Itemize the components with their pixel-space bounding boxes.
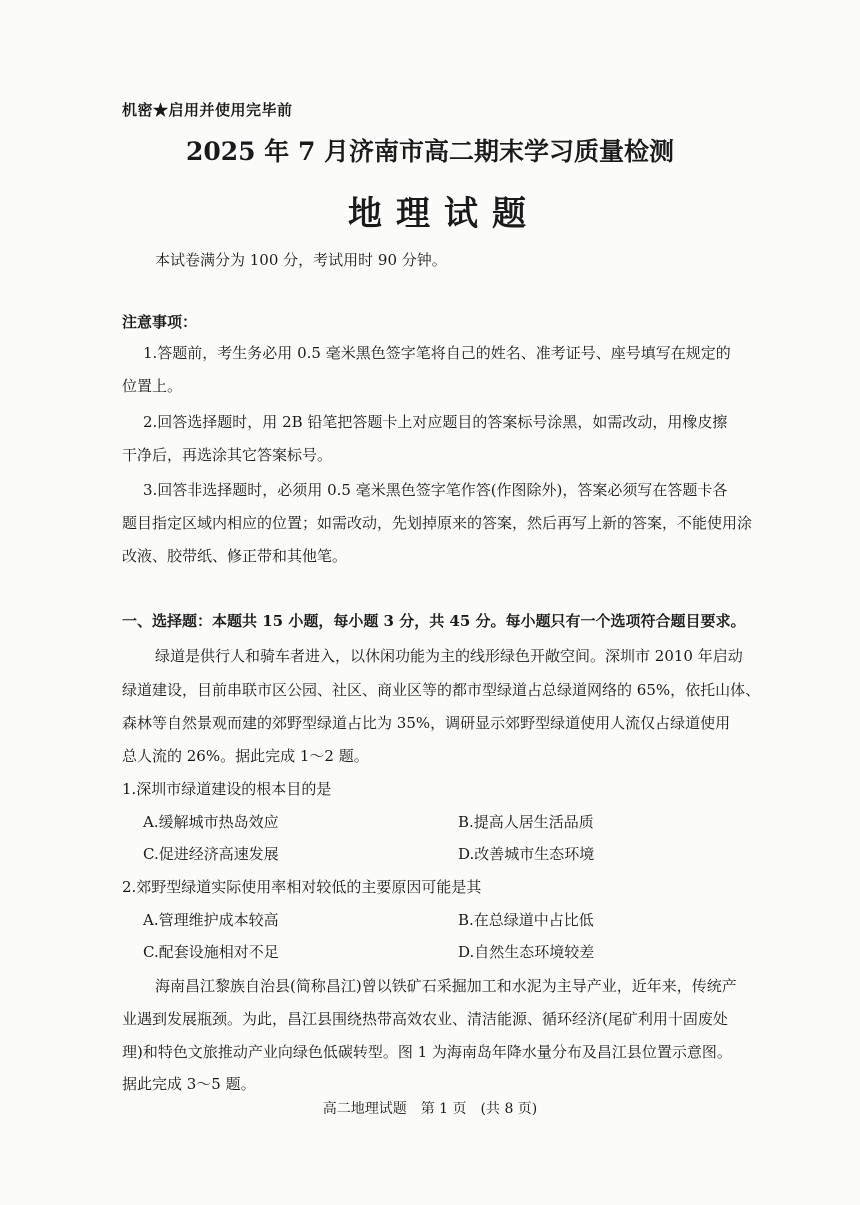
passage-line: 据此完成 3～5 题。 [122, 1075, 256, 1093]
option-c: C.促进经济高速发展 [143, 845, 279, 863]
exam-title: 2025 年 7 月济南市高二期末学习质量检测 [185, 137, 675, 166]
option-a: A.管理维护成本较高 [143, 911, 279, 929]
note-line: 3.回答非选择题时，必须用 0.5 毫米黑色签字笔作答(作图除外)，答案必须写在答题卡各 [143, 481, 728, 499]
note-line: 1.答题前，考生务必用 0.5 毫米黑色签字笔将自己的姓名、准考证号、座号填写在规定的 [143, 344, 731, 362]
option-b: B.在总绿道中占比低 [458, 911, 594, 929]
page-footer: 高二地理试题 第 1 页 (共 8 页) [322, 1101, 538, 1117]
question-stem: 2.郊野型绿道实际使用率相对较低的主要原因可能是其 [122, 878, 482, 896]
option-c: C.配套设施相对不足 [143, 943, 279, 961]
option-a: A.缓解城市热岛效应 [143, 813, 279, 831]
passage-line: 海南昌江黎族自治县(简称昌江)曾以铁矿石采掘加工和水泥为主导产业，近年来，传统产 [155, 977, 737, 995]
option-d: D.改善城市生态环境 [458, 845, 595, 863]
notes-heading: 注意事项： [122, 313, 198, 331]
intro-text: 本试卷满分为 100 分，考试用时 90 分钟。 [155, 251, 447, 269]
note-line: 2.回答选择题时，用 2B 铅笔把答题卡上对应题目的答案标号涂黑，如需改动，用橡皮擦 [143, 413, 728, 431]
option-b: B.提高人居生活品质 [458, 813, 594, 831]
note-line: 改液、胶带纸、修正带和其他笔。 [122, 547, 348, 565]
passage-line: 绿道是供行人和骑车者进入，以休闲功能为主的线形绿色开敞空间。深圳市 2010 年启动 [155, 647, 743, 665]
option-d: D.自然生态环境较差 [458, 943, 595, 961]
passage-line: 业遇到发展瓶颈。为此，昌江县围绕热带高效农业、清洁能源、循环经济(尾矿利用十固废处 [122, 1010, 728, 1028]
section-heading: 一、选择题：本题共 15 小题，每小题 3 分，共 45 分。每小题只有一个选项符合题目要求。 [122, 612, 746, 630]
note-line: 题目指定区域内相应的位置；如需改动，先划掉原来的答案，然后再写上新的答案，不能使用涂 [122, 514, 753, 532]
subject-title: 地理试题 [348, 194, 540, 234]
question-stem: 1.深圳市绿道建设的根本目的是 [122, 780, 332, 798]
confidential-label: 机密★启用并使用完毕前 [122, 101, 293, 119]
passage-line: 理)和特色文旅推动产业向绿色低碳转型。图 1 为海南岛年降水量分布及昌江县位置示意图。 [122, 1043, 732, 1061]
passage-line: 绿道建设，目前串联市区公园、社区、商业区等的都市型绿道占总绿道网络的 65%，依托山体、 [122, 681, 761, 699]
passage-line: 总人流的 26%。据此完成 1～2 题。 [122, 747, 369, 765]
note-line: 干净后，再选涂其它答案标号。 [122, 446, 333, 464]
note-line: 位置上。 [122, 377, 183, 395]
passage-line: 森林等自然景观而建的郊野型绿道占比为 35%，调研显示郊野型绿道使用人流仅占绿道使用 [122, 714, 731, 732]
